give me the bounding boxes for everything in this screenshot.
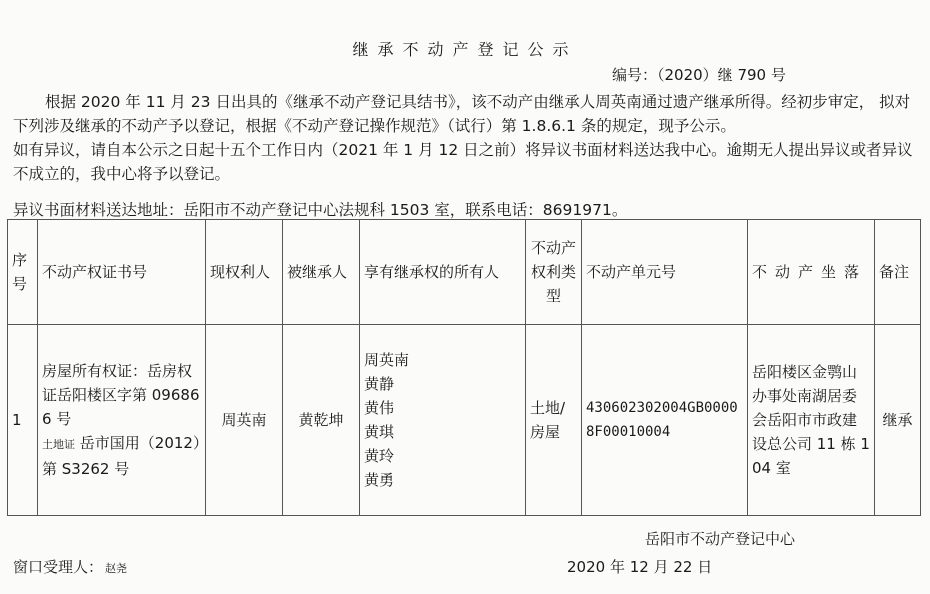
header-holder: 现权利人 — [206, 220, 283, 325]
issuing-office: 岳阳市不动产登记中心 — [645, 530, 796, 548]
header-remark: 备注 — [875, 220, 921, 325]
owner-name: 周英南 — [364, 351, 410, 369]
cert-house: 房屋所有权证：岳房权证岳阳楼区字第 096866 号 — [42, 362, 200, 428]
cell-remark: 继承 — [875, 325, 921, 516]
cert-land-number: 岳市国用（2012）第 S3262 号 — [42, 434, 201, 478]
table-header-row — [8, 220, 921, 325]
header-owners: 享有继承权的所有人 — [360, 220, 526, 325]
header-seq: 序号 — [8, 220, 38, 325]
owner-name: 黄琪 — [364, 423, 395, 441]
property-table — [7, 219, 921, 516]
header-cert: 不动产权证书号 — [38, 220, 206, 325]
objection-address: 异议书面材料送达地址：岳阳市不动产登记中心法规科 1503 室，联系电话：8691971。 — [13, 201, 628, 219]
cert-land — [42, 431, 201, 481]
owner-name: 黄伟 — [364, 399, 395, 417]
header-type: 不动产权利类型 — [526, 220, 582, 325]
cell-holder: 周英南 — [206, 325, 283, 516]
document-number: 编号：（2020）继 790 号 — [612, 66, 786, 84]
table-row — [8, 325, 921, 516]
cell-type: 土地/房屋 — [526, 325, 582, 516]
header-unit: 不动产单元号 — [582, 220, 748, 325]
cell-owners — [360, 325, 526, 516]
window-receiver — [13, 556, 127, 577]
cell-cert — [38, 325, 206, 516]
cell-location: 岳阳楼区金鹗山办事处南湖居委会岳阳市市政建设总公司 11 栋 104 室 — [748, 325, 875, 516]
cell-seq: 1 — [8, 325, 38, 516]
owner-name: 黄勇 — [364, 471, 395, 489]
issue-date: 2020 年 12 月 22 日 — [567, 558, 713, 576]
notice-body — [13, 90, 918, 186]
cell-heir: 黄乾坤 — [283, 325, 360, 516]
header-location: 不动产坐落 — [748, 220, 875, 325]
body-paragraph: 根据 2020 年 11 月 23 日出具的《继承不动产登记具结书》，该不动产由继承人周英南通过遗产继承所得。经初步审定， 拟对下列涉及继承的不动产予以登记，根据《不动产登记操作规范》（试行）第 1.8.6.1 条的规定，现予公示。 — [13, 93, 911, 135]
header-heir: 被继承人 — [283, 220, 360, 325]
cell-unit: 430602302004GB00008F00010004 — [582, 325, 748, 516]
owner-name: 黄玲 — [364, 447, 395, 465]
receiver-signature: 赵尧 — [105, 562, 128, 575]
objection-paragraph: 如有异议，请自本公示之日起十五个工作日内（2021 年 1 月 12 日之前）将异议书面材料送达我中心。逾期无人提出异议或者异议不成立的，我中心将予以登记。 — [13, 141, 913, 183]
cert-land-prefix: 土地证 — [42, 438, 75, 451]
owner-name: 黄静 — [364, 375, 395, 393]
page-title: 继承不动产登记公示 — [352, 40, 578, 59]
receiver-label: 窗口受理人： — [13, 558, 104, 576]
